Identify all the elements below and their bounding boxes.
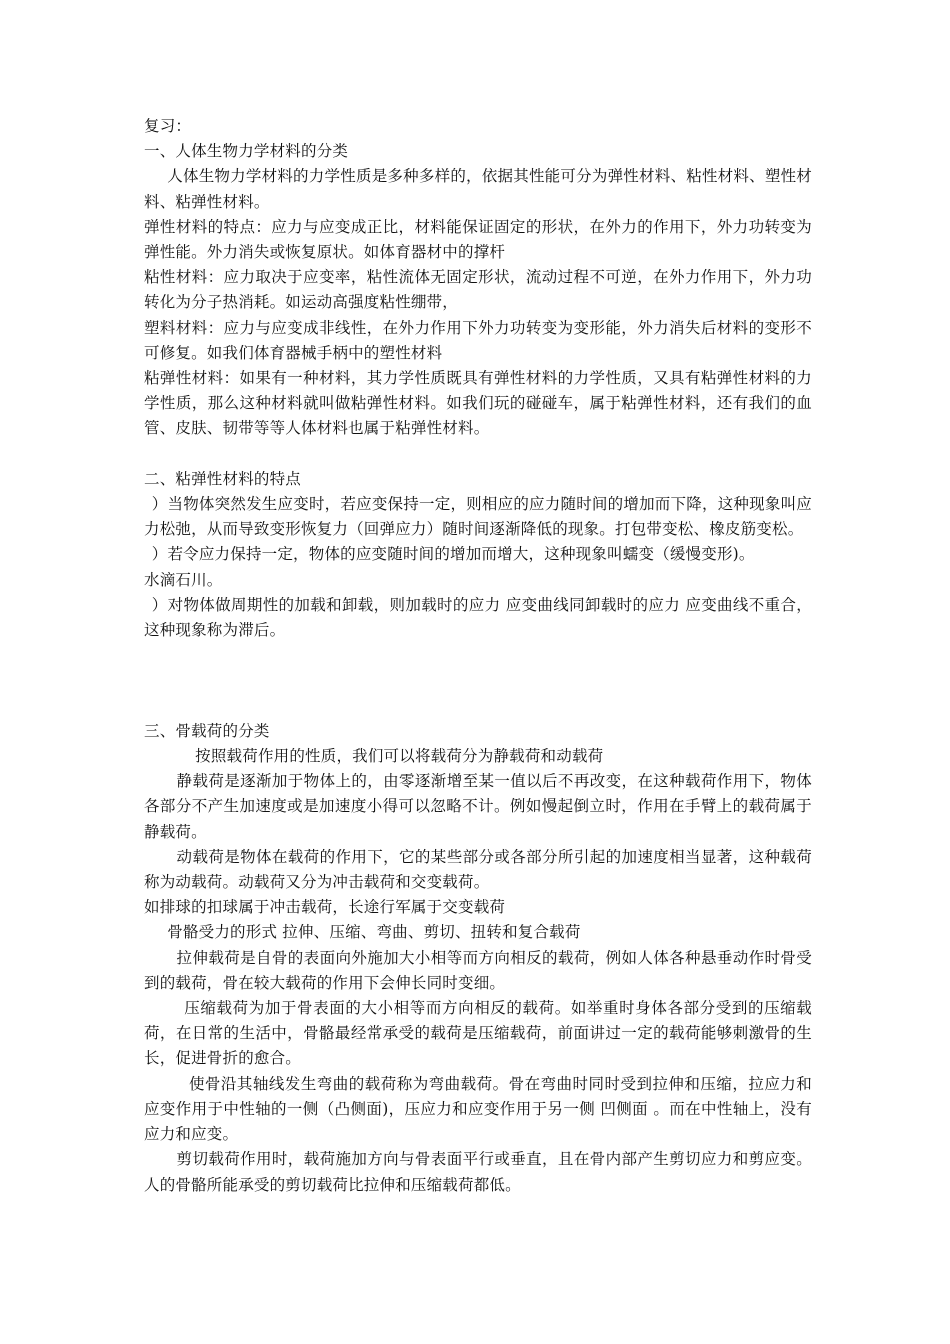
section3-heading: 三、骨载荷的分类 [144,721,270,740]
compression-load-paragraph: 压缩载荷为加于骨表面的大小相等而方向相反的载荷。如举重时身体各部分受到的压缩载荷，在日常的生活中，骨骼最经常承受的载荷是压缩载荷，前面讲过一定的载荷能够刺激骨的生长，促进骨折的愈合。 [144,999,812,1068]
review-label: 复习： [144,117,192,135]
hysteresis-item: ）对物体做周期性的加载和卸载，则加载时的应力 应变曲线同卸载时的应力 应变曲线不重合，这种现象称为滞后。 [144,595,812,640]
shear-load-paragraph: 剪切载荷作用时，载荷施加方向与骨表面平行或垂直，且在骨内部产生剪切应力和剪应变。人的骨骼所能承受的剪切载荷比拉伸和压缩载荷都低。 [144,1150,812,1194]
creep-item: ）若令应力保持一定，物体的应变随时间的增加而增大，这种现象叫蠕变（缓慢变形)。 [151,545,755,564]
document-page [144,114,812,1198]
section2-heading: 二、粘弹性材料的特点 [144,469,302,488]
viscoelastic-material-paragraph: 粘弹性材料：如果有一种材料，其力学性质既具有弹性材料的力学性质，又具有粘弹性材料的力学性质，那么这种材料就叫做粘弹性材料。如我们玩的碰碰车，属于粘弹性材料，还有我们的血管、皮肤、韧带等等人体材料也属于粘弹性材料。 [144,369,812,438]
stress-relaxation-item: ）当物体突然发生应变时，若应变保持一定，则相应的应力随时间的增加而下降，这种现象叫应力松弛，从而导致变形恢复力（回弹应力）随时间逐渐降低的现象。打包带变松、橡皮筋变松。 [144,495,812,539]
viscous-material-paragraph: 粘性材料：应力取决于应变率，粘性流体无固定形状，流动过程不可逆，在外力作用下，外力功转化为分子热消耗。如运动高强度粘性绷带， [144,268,812,312]
load-forms-paragraph: 骨骼受力的形式 拉伸、压缩、弯曲、剪切、扭转和复合载荷 [167,923,581,942]
spacer [144,643,812,719]
static-load-paragraph: 静载荷是逐渐加于物体上的，由零逐渐增至某一值以后不再改变，在这种载荷作用下，物体各部分不产生加速度或是加速度小得可以忽略不计。例如慢起倒立时，作用在手臂上的载荷属于静载荷。 [144,772,812,841]
bending-load-paragraph: 使骨沿其轴线发生弯曲的载荷称为弯曲载荷。骨在弯曲时同时受到拉伸和压缩，拉应力和应变作用于中性轴的一侧（凸侧面)，压应力和应变作用于另一侧 凹侧面 。而在中性轴上，没有应力和应变。 [144,1074,812,1144]
plastic-material-paragraph: 塑料材料：应力与应变成非线性，在外力作用下外力功转变为变形能，外力消失后材料的变形不可修复。如我们体育器械手柄中的塑性材料 [144,318,812,362]
tension-load-paragraph: 拉伸载荷是自骨的表面向外施加大小相等而方向相反的载荷，例如人体各种悬垂动作时骨受到的载荷，骨在较大载荷的作用下会伸长同时变细。 [144,948,812,992]
section1-heading: 一、人体生物力学材料的分类 [144,142,349,161]
section1-intro: 人体生物力学材料的力学性质是多种多样的，依据其性能可分为弹性材料、粘性材料、塑性材料、粘弹性材料。 [144,167,812,211]
elastic-material-paragraph: 弹性材料的特点：应力与应变成正比，材料能保证固定的形状，在外力的作用下，外力功转变为弹性能。外力消失或恢复原状。如体育器材中的撑杆 [144,217,812,262]
creep-example: 水滴石川。 [144,570,223,589]
load-classification-intro: 按照载荷作用的性质，我们可以将载荷分为静载荷和动载荷 [195,747,604,766]
load-example-paragraph: 如排球的扣球属于冲击载荷，长途行军属于交变载荷 [144,898,506,917]
spacer [144,442,812,467]
dynamic-load-paragraph: 动载荷是物体在载荷的作用下，它的某些部分或各部分所引起的加速度相当显著，这种载荷称为动载荷。动载荷又分为冲击载荷和交变载荷。 [144,847,812,892]
